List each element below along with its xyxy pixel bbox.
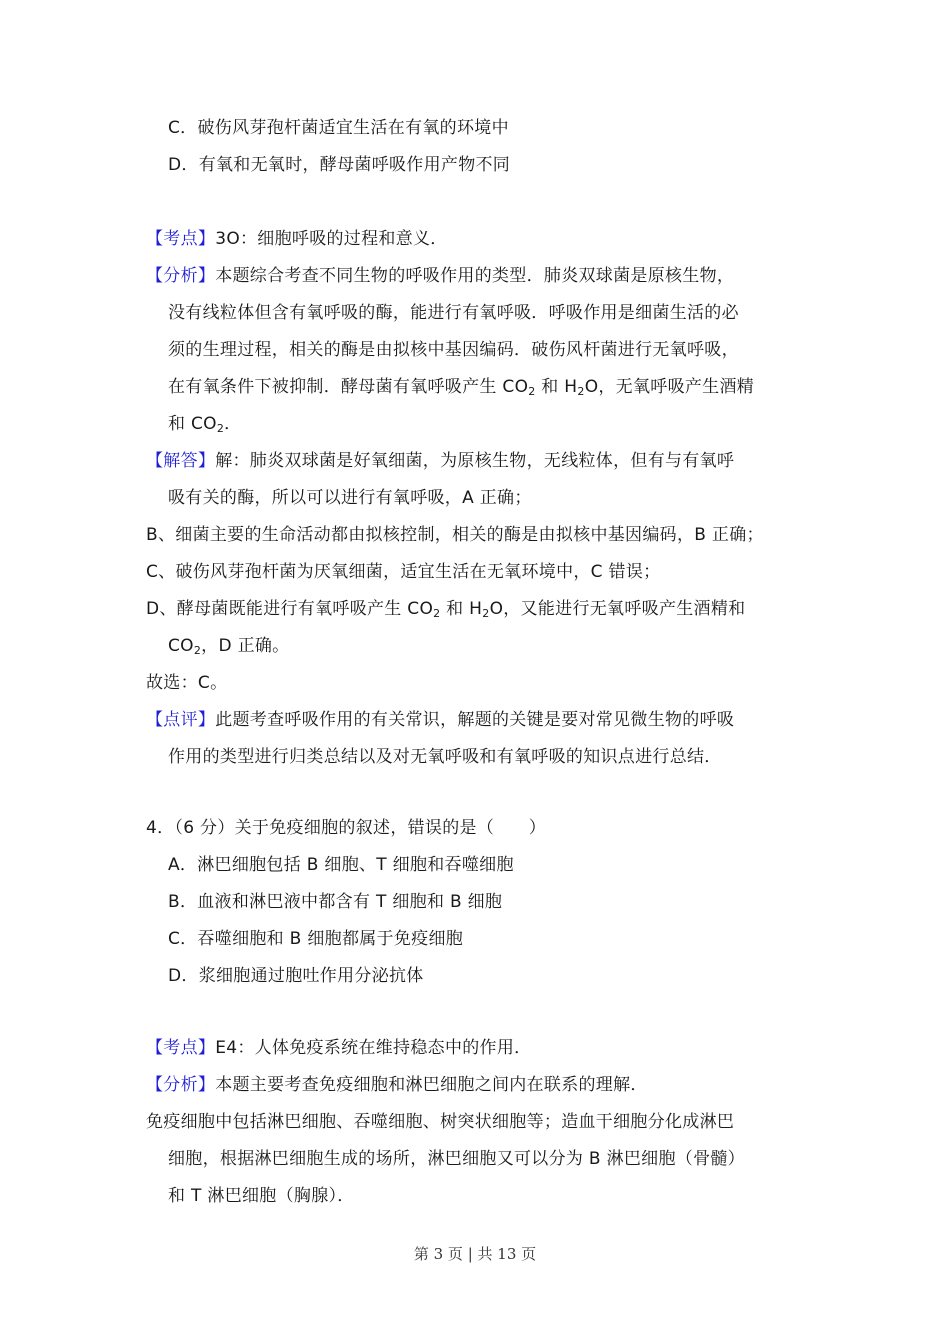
- q3-fenxi-line5: 和 $CO_2$．: [168, 414, 242, 435]
- q4-fenxi: 【分析】本题主要考查免疫细胞和淋巴细胞之间内在联系的理解．: [146, 1075, 648, 1095]
- q4-stem: 4．（6 分）关于免疫细胞的叙述，错误的是（ ）: [146, 818, 547, 838]
- fenxi-tag: 【分析】: [146, 1075, 216, 1095]
- q4-option-b: B．血液和淋巴液中都含有 T 细胞和 B 细胞: [168, 892, 503, 912]
- q3-fenxi-line3: 须的生理过程，相关的酶是由拟核中基因编码．破伤风杆菌进行无氧呼吸，: [168, 340, 739, 360]
- q3-jieda-b: B、细菌主要的生命活动都由拟核控制，相关的酶是由拟核中基因编码，B 正确；: [146, 525, 764, 545]
- q3-dianping-line2: 作用的类型进行归类总结以及对无氧呼吸和有氧呼吸的知识点进行总结．: [168, 747, 722, 767]
- q4-option-a: A．淋巴细胞包括 B 细胞、T 细胞和吞噬细胞: [168, 855, 514, 875]
- q4-body-line1: 免疫细胞中包括淋巴细胞、吞噬细胞、树突状细胞等；造血干细胞分化成淋巴: [146, 1112, 735, 1132]
- q3-fenxi-line2: 没有线粒体但含有氧呼吸的酶，能进行有氧呼吸．呼吸作用是细菌生活的必: [168, 303, 739, 323]
- q4-body-line3: 和 T 淋巴细胞（胸腺）．: [168, 1186, 355, 1206]
- q3-jieda-d-line2: $CO_2$，D 正确。: [168, 636, 290, 657]
- q4-option-d: D．浆细胞通过胞吐作用分泌抗体: [168, 966, 424, 986]
- q3-jieda-c: C、破伤风芽孢杆菌为厌氧细菌，适宜生活在无氧环境中，C 错误；: [146, 562, 661, 582]
- q3-option-d: D．有氧和无氧时，酵母菌呼吸作用产物不同: [168, 155, 511, 175]
- q3-kaodian: 【考点】3O：细胞呼吸的过程和意义．: [146, 229, 448, 249]
- q3-jieda-line2: 吸有关的酶，所以可以进行有氧呼吸，A 正确；: [168, 488, 532, 508]
- q3-answer: 故选：C。: [146, 673, 228, 693]
- jieda-tag: 【解答】: [146, 451, 216, 471]
- fenxi-tag: 【分析】: [146, 266, 216, 286]
- q3-dianping: 【点评】此题考查呼吸作用的有关常识，解题的关键是要对常见微生物的呼吸: [146, 710, 735, 730]
- q4-body-line2: 细胞，根据淋巴细胞生成的场所，淋巴细胞又可以分为 B 淋巴细胞（骨髓）: [168, 1149, 745, 1169]
- page-footer: 第 3 页 | 共 13 页: [413, 1245, 537, 1263]
- q3-option-c: C．破伤风芽孢杆菌适宜生活在有氧的环境中: [168, 118, 509, 138]
- q4-kaodian: 【考点】E4：人体免疫系统在维持稳态中的作用．: [146, 1038, 532, 1058]
- q3-jieda: 【解答】解：肺炎双球菌是好氧细菌，为原核生物，无线粒体，但有与有氧呼: [146, 451, 735, 471]
- q3-fenxi-line4: 在有氧条件下被抑制．酵母菌有氧呼吸产生 $CO_2$ 和 $H_2O$，无氧呼吸产生酒精: [168, 377, 755, 398]
- kaodian-tag: 【考点】: [146, 1038, 216, 1058]
- q3-fenxi: 【分析】本题综合考查不同生物的呼吸作用的类型．肺炎双球菌是原核生物，: [146, 266, 735, 286]
- dianping-tag: 【点评】: [146, 710, 216, 730]
- kaodian-tag: 【考点】: [146, 229, 216, 249]
- q4-option-c: C．吞噬细胞和 B 细胞都属于免疫细胞: [168, 929, 464, 949]
- q3-jieda-d: D、酵母菌既能进行有氧呼吸产生 $CO_2$ 和 $H_2O$，又能进行无氧呼吸产生酒精和: [146, 599, 746, 620]
